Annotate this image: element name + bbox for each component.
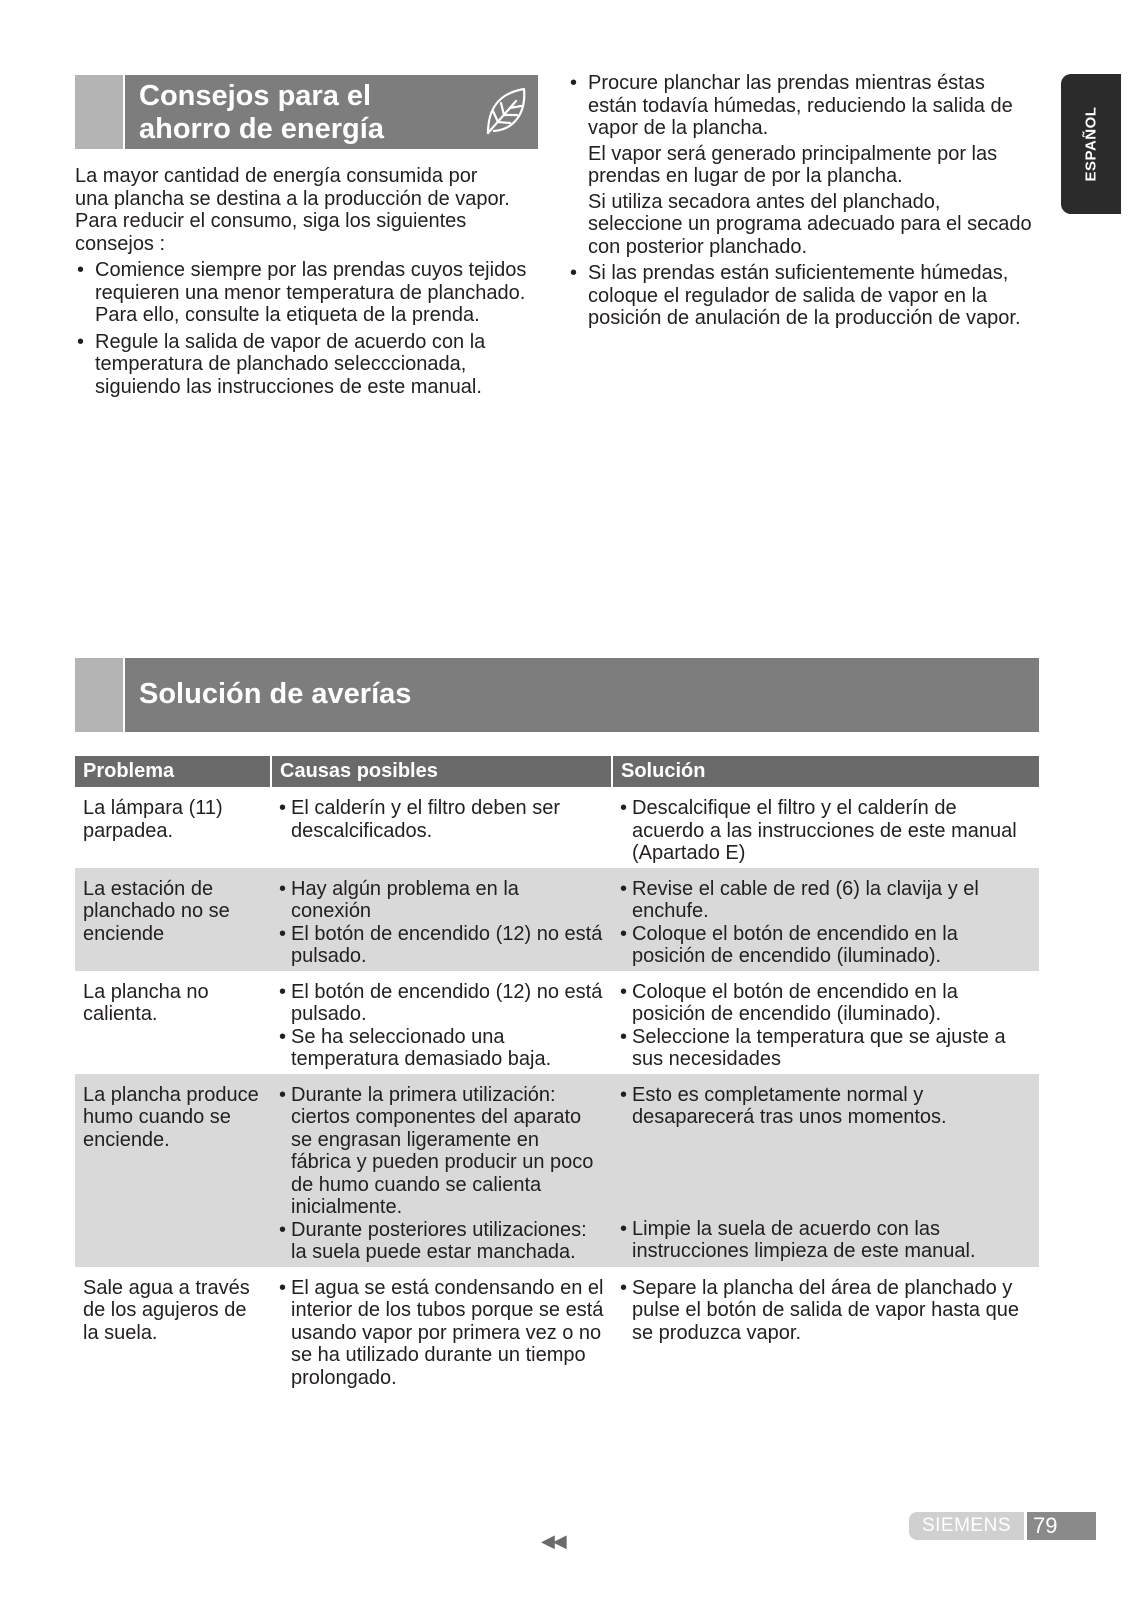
problem-cell: La plancha no calienta. <box>83 980 209 1025</box>
list-item: • Regule la salida de vapor de acuerdo con la temperatura de planchado selecccionada, siguiendo las instrucciones de este manual. <box>75 331 545 399</box>
solution-item: • Revise el cable de red (6) la clavija y el enchufe. <box>620 878 1031 923</box>
energy-section-title: Consejos para el ahorro de energía <box>139 80 384 145</box>
solution-item: • Descalcifique el filtro y el calderín de acuerdo a las instrucciones de este manual (Apartado E) <box>620 797 1031 865</box>
solution-item: • Esto es completamente normal y desaparecerá tras unos momentos. <box>620 1084 1031 1129</box>
header-tab-decoration <box>75 75 125 149</box>
column-header-solution: Solución <box>612 756 1039 787</box>
solution-item: • Separe la plancha del área de planchado y pulse el botón de salida de vapor hasta que se produzca vapor. <box>620 1277 1031 1345</box>
problem-cell: Sale agua a través de los agujeros de la suela. <box>83 1276 250 1344</box>
cause-item: • El botón de encendido (12) no está pulsado. <box>279 981 604 1026</box>
table-row <box>75 787 1039 868</box>
column-header-problem: Problema <box>75 756 271 787</box>
column-header-causes: Causas posibles <box>271 756 612 787</box>
table-row <box>75 1267 1039 1393</box>
causes-cell <box>271 1074 612 1267</box>
causes-cell <box>271 971 612 1074</box>
cause-item: • Se ha seleccionado una temperatura demasiado baja. <box>279 1026 604 1071</box>
cause-item: • Hay algún problema en la conexión <box>279 878 604 923</box>
energy-intro: La mayor cantidad de energía consumida por una plancha se destina a la producción de vapor. Para reducir el consumo, siga los siguientes consejos : <box>75 165 510 255</box>
solution-cell <box>612 971 1039 1074</box>
solution-cell <box>612 787 1039 868</box>
causes-cell <box>271 1267 612 1393</box>
problem-cell: La estación de planchado no se enciende <box>75 868 271 971</box>
problem-cell: La lámpara (11) parpadea. <box>83 797 223 842</box>
cause-item: • El calderín y el filtro deben ser descalcificados. <box>279 797 604 842</box>
energy-section-header <box>75 75 538 149</box>
cause-item: • Durante posteriores utilizaciones: la suela puede estar manchada. <box>279 1219 604 1264</box>
cause-item: • Durante la primera utilización: ciertos componentes del aparato se engrasan ligeramente en fábrica y pueden producir un poco de humo cuando se calienta inicialmente. <box>279 1084 604 1219</box>
list-item: • Comience siempre por las prendas cuyos tejidos requieren una menor temperatura de planchado. Para ello, consulte la etiqueta de la prenda. <box>75 259 545 327</box>
table-row <box>75 971 1039 1074</box>
solution-cell <box>612 868 1039 971</box>
language-label: ESPAÑOL <box>1082 106 1100 182</box>
problem-cell: La plancha produce humo cuando se enciende. <box>75 1074 271 1267</box>
page-number: 79 <box>1027 1512 1096 1540</box>
leaf-icon <box>482 85 530 139</box>
solution-item: • Limpie la suela de acuerdo con las instrucciones limpieza de este manual. <box>620 1218 1031 1263</box>
troubleshooting-section-header <box>75 658 1039 732</box>
list-item: • Si las prendas están suficientemente húmedas, coloque el regulador de salida de vapor en la posición de anulación de la producción de vapor. <box>568 262 1034 330</box>
cause-item: • El agua se está condensando en el interior de los tubos porque se está usando vapor por primera vez o no se ha utilizado durante un tiempo prolongado. <box>279 1277 604 1390</box>
header-tab-decoration <box>75 658 125 732</box>
brand-label: SIEMENS <box>909 1512 1024 1540</box>
solution-item: • Seleccione la temperatura que se ajuste a sus necesidades <box>620 1026 1031 1071</box>
list-item: • Procure planchar las prendas mientras éstas están todavía húmedas, reduciendo la salida de vapor de la plancha. El vapor será generado principalmente por las prendas en lugar de por la plancha. Si utiliza secadora antes del planchado, seleccione un programa adecuado para el secado con posterior planchado. <box>568 72 1034 258</box>
troubleshooting-table <box>75 756 1039 1392</box>
table-row <box>75 868 1039 971</box>
solution-item: • Coloque el botón de encendido en la posición de encendido (iluminado). <box>620 923 1031 968</box>
cause-item: • El botón de encendido (12) no está pulsado. <box>279 923 604 968</box>
causes-cell <box>271 868 612 971</box>
energy-tips-right <box>568 72 1034 334</box>
troubleshooting-title: Solución de averías <box>139 678 412 710</box>
causes-cell <box>271 787 612 868</box>
solution-cell <box>612 1267 1039 1393</box>
table-header-row <box>75 756 1039 787</box>
previous-page-icon[interactable]: ◀◀ <box>541 1531 565 1551</box>
solution-item: • Coloque el botón de encendido en la posición de encendido (iluminado). <box>620 981 1031 1026</box>
table-row <box>75 1074 1039 1267</box>
language-tab <box>1061 74 1121 214</box>
solution-cell <box>612 1074 1039 1267</box>
energy-tips-left <box>75 259 545 402</box>
